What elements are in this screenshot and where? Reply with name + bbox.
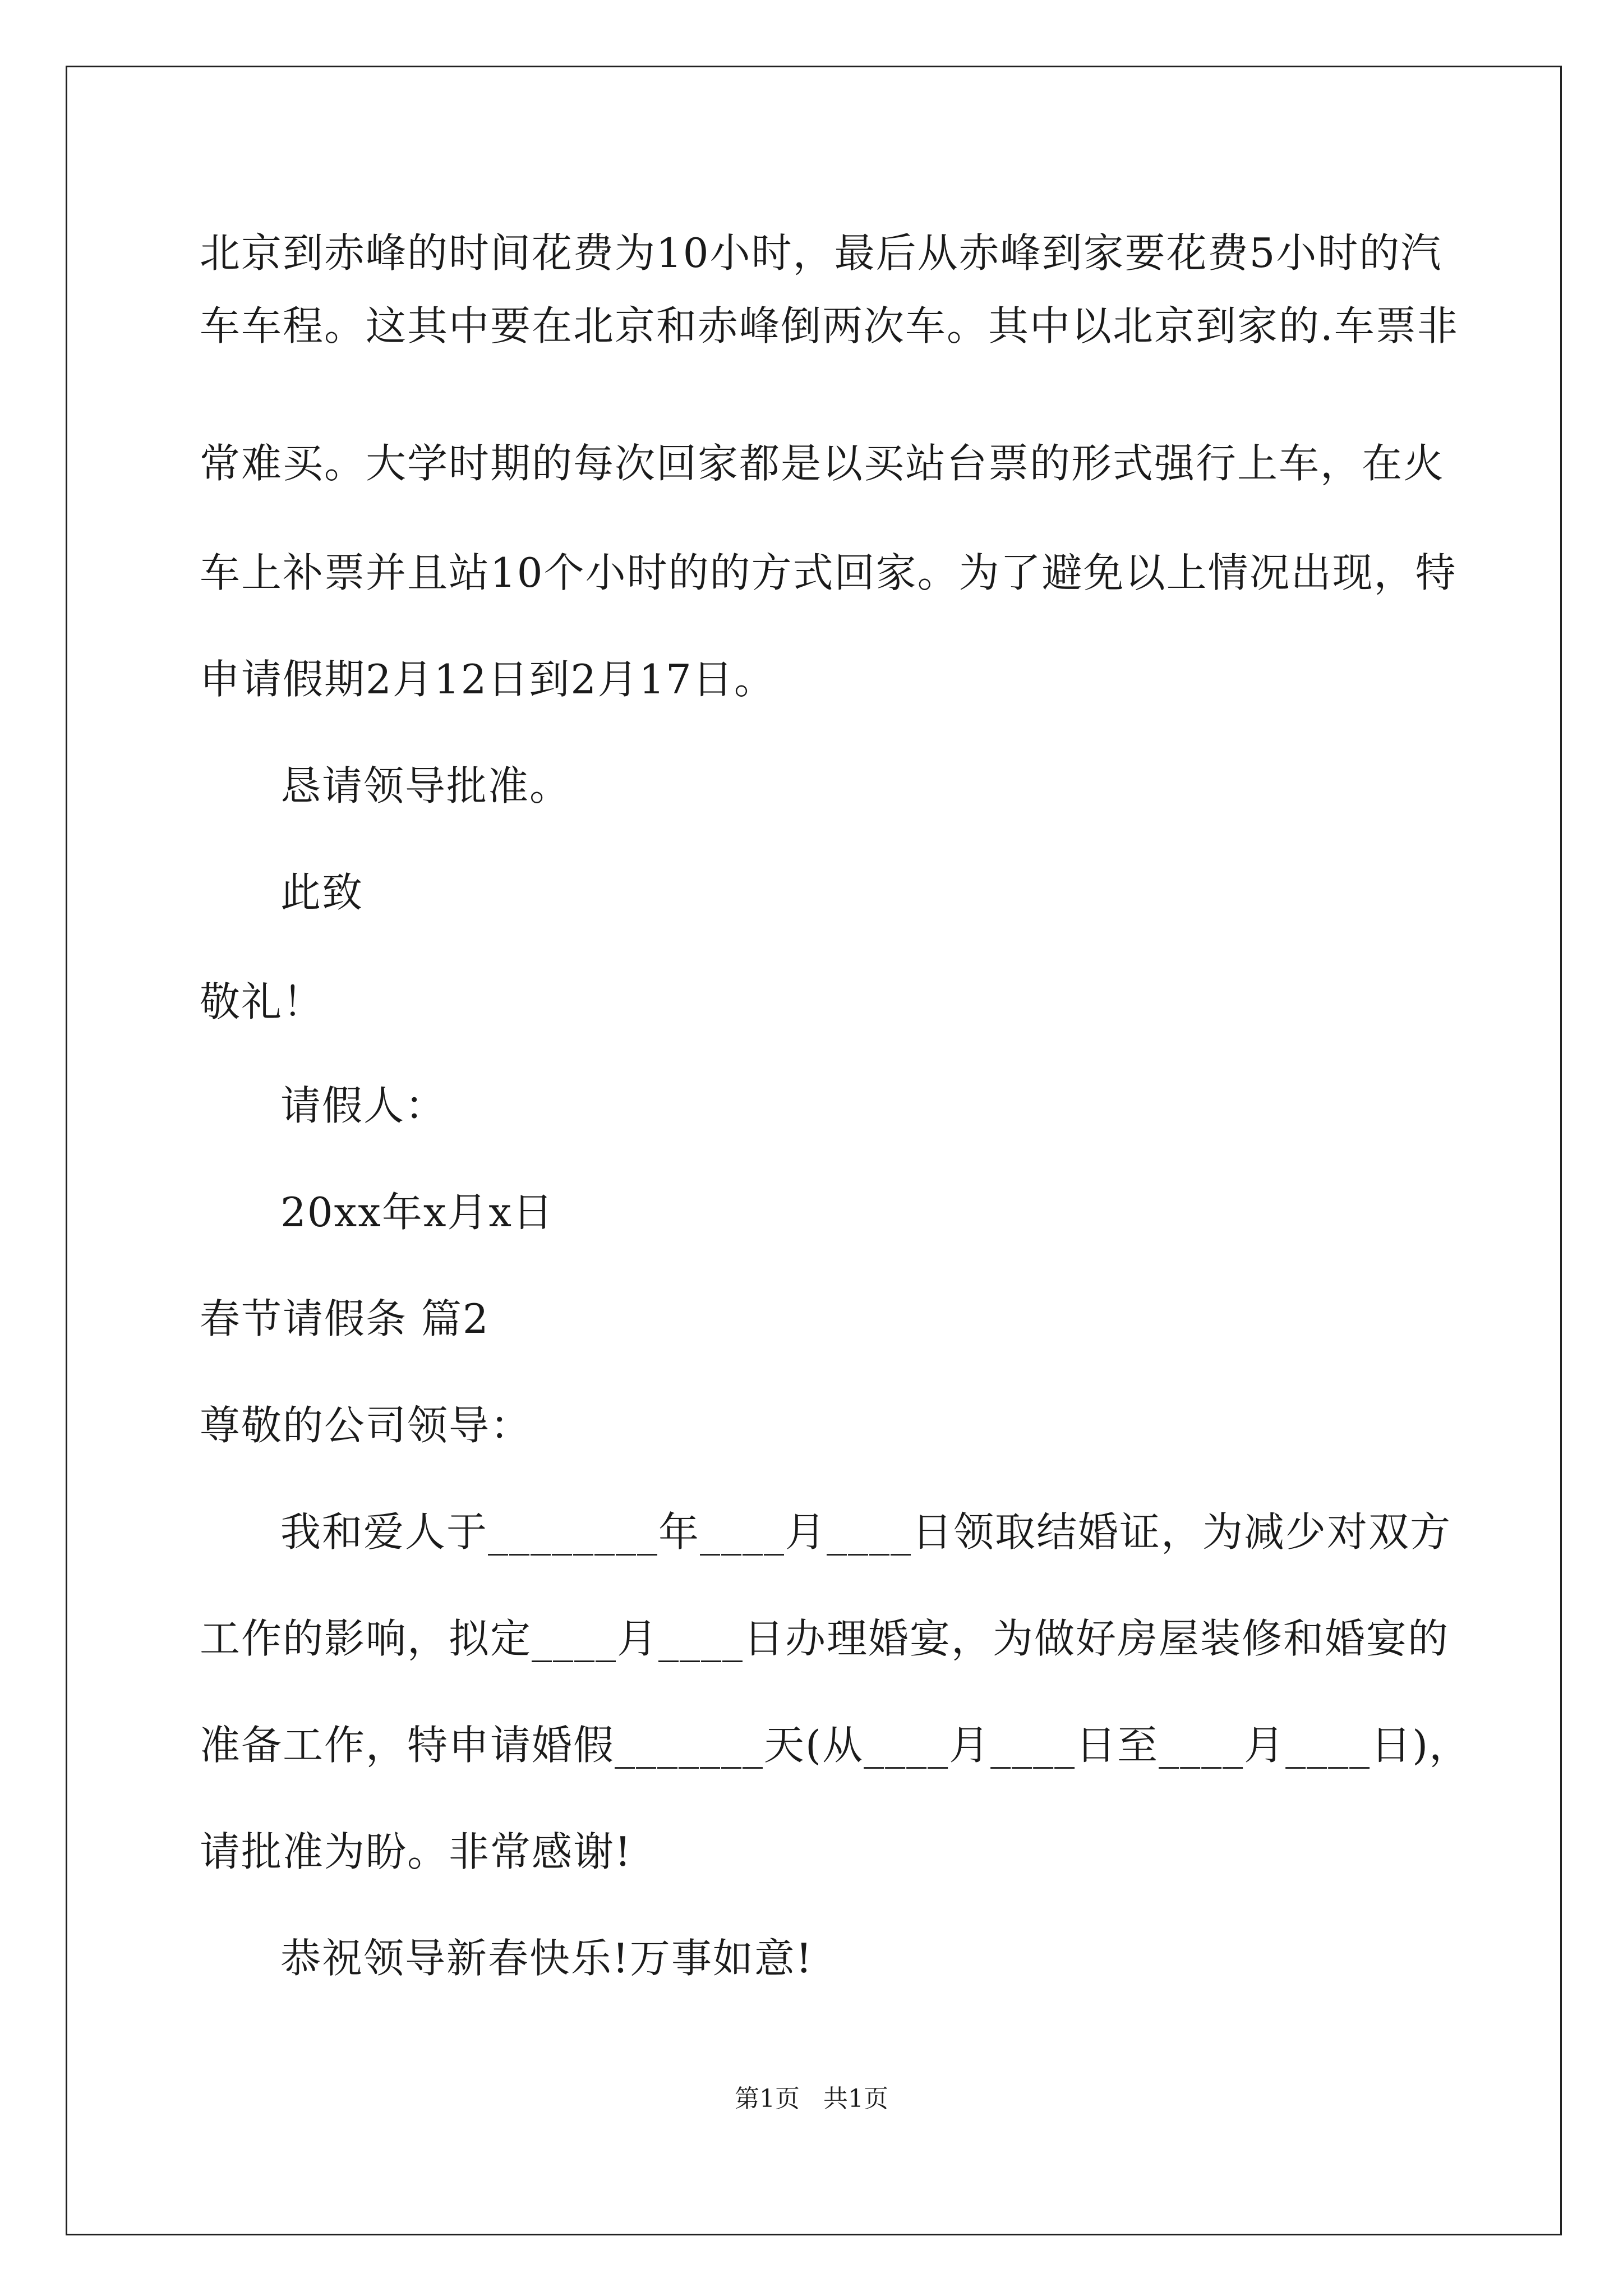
body-line: 北京到赤峰的时间花费为10小时，最后从赤峰到家要花费5小时的汽 [200, 229, 1442, 277]
body-line: 车上补票并且站10个小时的的方式回家。为了避免以上情况出现，特 [200, 549, 1457, 596]
section-title: 春节请假条 篇2 [200, 1295, 490, 1342]
body-line: 工作的影响，拟定____月____日办理婚宴，为做好房屋装修和婚宴的 [200, 1615, 1450, 1662]
date-line: 20xx年x月x日 [280, 1189, 555, 1236]
salutation-this: 此致 [280, 869, 364, 916]
body-line: 我和爱人于________年____月____日领取结婚证，为减少对双方 [280, 1508, 1452, 1556]
applicant-label: 请假人： [280, 1082, 447, 1129]
body-line: 车车程。这其中要在北京和赤峰倒两次车。其中以北京到家的.车票非 [200, 302, 1459, 349]
body-line: 请批准为盼。非常感谢! [200, 1828, 632, 1875]
greeting: 尊敬的公司领导： [200, 1402, 532, 1449]
body-line: 常难买。大学时期的每次回家都是以买站台票的形式强行上车，在火 [200, 440, 1445, 487]
body-line: 申请假期2月12日到2月17日。 [200, 656, 776, 703]
closing-wish: 恭祝领导新春快乐!万事如意! [280, 1935, 813, 1982]
page-number: 第1页 共1页 [735, 2085, 888, 2113]
page-border [66, 66, 1562, 2235]
body-line: 准备工作，特申请婚假_______天(从____月____日至____月____日)， [200, 1722, 1471, 1769]
closing-request: 恳请领导批准。 [280, 762, 571, 809]
salutation-regards: 敬礼！ [200, 978, 325, 1025]
